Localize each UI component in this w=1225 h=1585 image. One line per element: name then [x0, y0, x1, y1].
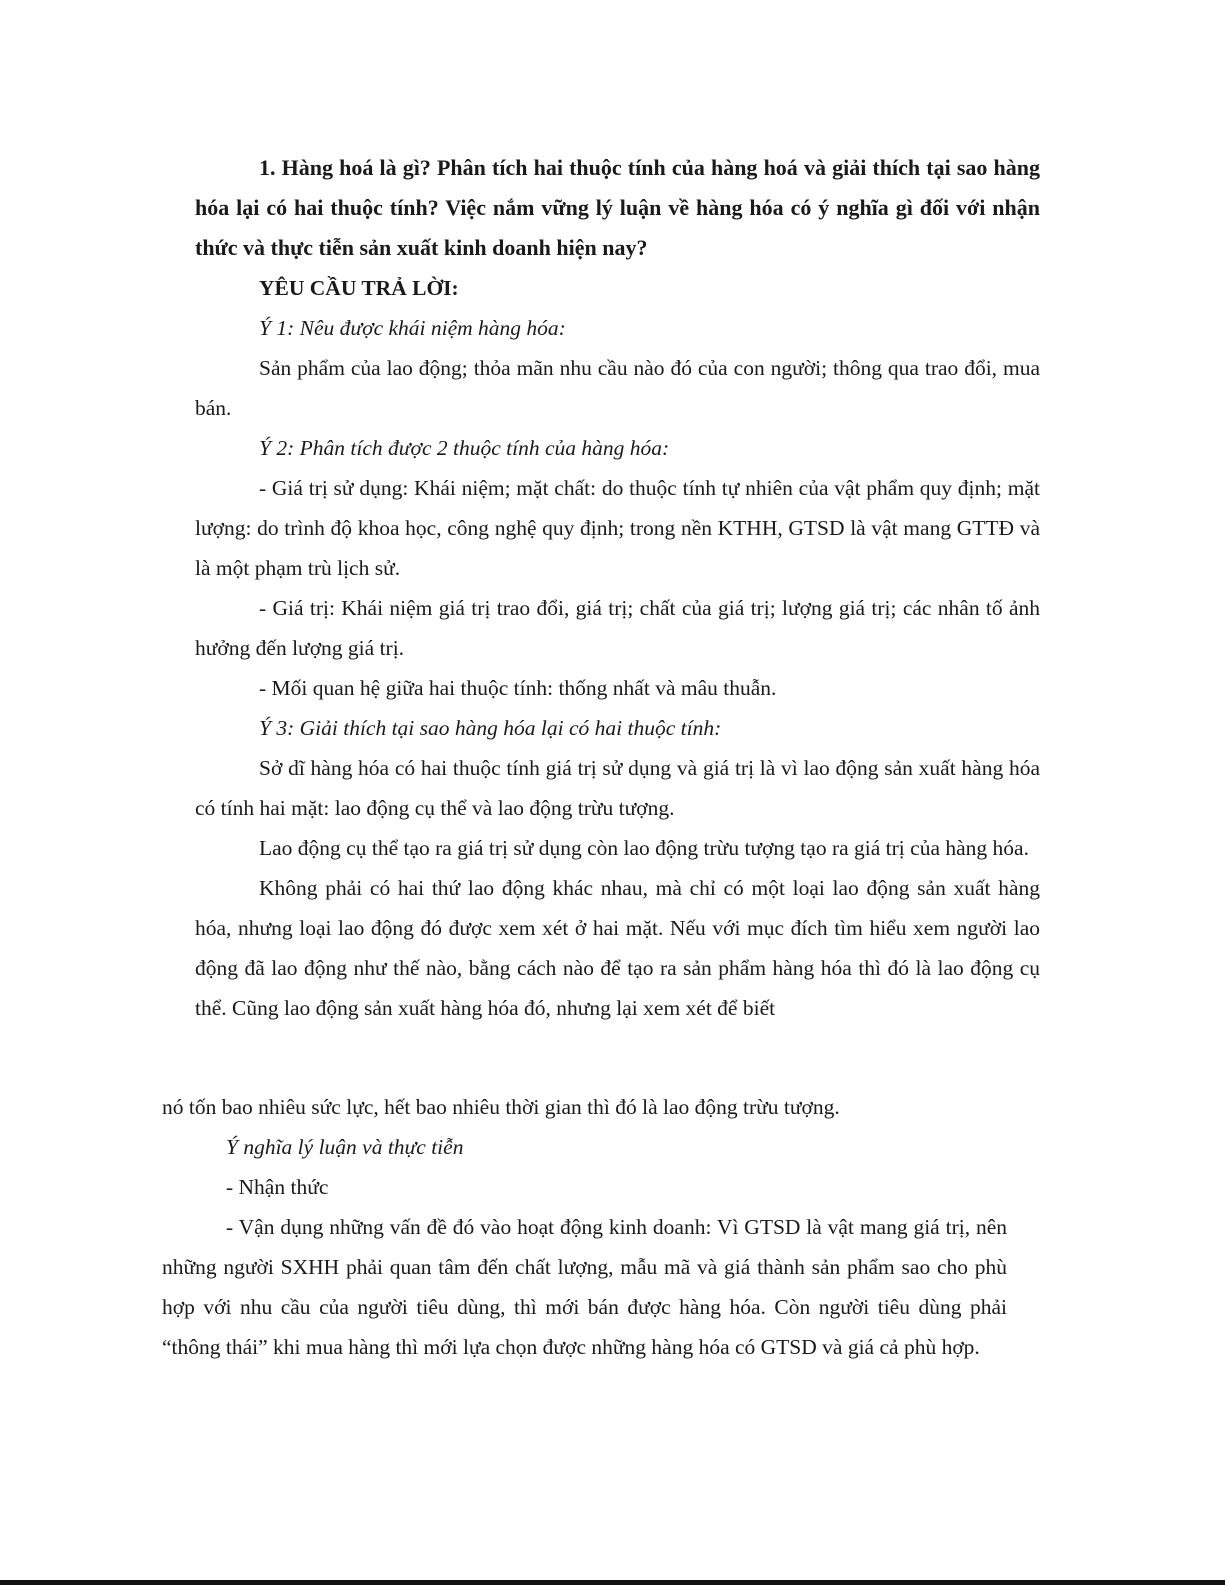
point-3-paragraph-3: Không phải có hai thứ lao động khác nhau, mà chỉ có một loại lao động sản xuất hàng hóa, nhưng loại lao động đó được xem xét ở hai mặt. Nếu với mục đích tìm hiểu xem người lao động đã lao động như thế nào, bằng cách nào để tạo ra sản phẩm hàng hóa thì đó là lao động cụ thể. Cũng lao động sản xuất hàng hóa đó, nhưng lại xem xét để biết: [195, 876, 1040, 1020]
point-1-heading: Ý 1: Nêu được khái niệm hàng hóa:: [259, 316, 566, 340]
point-3-heading: Ý 3: Giải thích tại sao hàng hóa lại có hai thuộc tính:: [259, 716, 722, 740]
document-body-upper: [195, 148, 1040, 1028]
point-3-paragraph-1: Sở dĩ hàng hóa có hai thuộc tính giá trị sử dụng và giá trị là vì lao động sản xuất hàng hóa có tính hai mặt: lao động cụ thể và lao động trừu tượng.: [195, 756, 1040, 820]
meaning-heading: Ý nghĩa lý luận và thực tiễn: [226, 1135, 464, 1159]
meaning-business: - Vận dụng những vấn đề đó vào hoạt động kinh doanh: Vì GTSD là vật mang giá trị, nên những người SXHH phải quan tâm đến chất lượng, mẫu mã và giá thành sản phẩm sao cho phù hợp với nhu cầu của người tiêu dùng, thì mới bán được hàng hóa. Còn người tiêu dùng phải “thông thái” khi mua hàng thì mới lựa chọn được những hàng hóa có GTSD và giá cả phù hợp.: [162, 1215, 1007, 1359]
point-3-paragraph-2: Lao động cụ thể tạo ra giá trị sử dụng còn lao động trừu tượng tạo ra giá trị của hàng hóa.: [259, 836, 1029, 860]
meaning-awareness: - Nhận thức: [226, 1175, 329, 1199]
value-paragraph: - Giá trị: Khái niệm giá trị trao đổi, giá trị; chất của giá trị; lượng giá trị; các nhân tố ảnh hưởng đến lượng giá trị.: [195, 596, 1040, 660]
point-3-paragraph-3-continued: nó tốn bao nhiêu sức lực, hết bao nhiêu thời gian thì đó là lao động trừu tượng.: [162, 1095, 840, 1119]
use-value-paragraph: - Giá trị sử dụng: Khái niệm; mặt chất: do thuộc tính tự nhiên của vật phẩm quy định; mặt lượng: do trình độ khoa học, công nghệ quy định; trong nền KTHH, GTSD là vật mang GTTĐ và là một phạm trù lịch sử.: [195, 476, 1040, 580]
page-bottom-edge: [0, 1580, 1225, 1585]
answer-heading: YÊU CẦU TRẢ LỜI:: [259, 276, 459, 300]
point-1-text: Sản phẩm của lao động; thỏa mãn nhu cầu nào đó của con người; thông qua trao đổi, mua bán.: [195, 356, 1040, 420]
relation-paragraph: - Mối quan hệ giữa hai thuộc tính: thống nhất và mâu thuẫn.: [259, 676, 777, 700]
point-2-heading: Ý 2: Phân tích được 2 thuộc tính của hàng hóa:: [259, 436, 670, 460]
question-text: 1. Hàng hoá là gì? Phân tích hai thuộc tính của hàng hoá và giải thích tại sao hàng hóa lại có hai thuộc tính? Việc nắm vững lý luận về hàng hóa có ý nghĩa gì đối với nhận thức và thực tiễn sản xuất kinh doanh hiện nay?: [195, 155, 1040, 260]
document-body-lower: [162, 1087, 1007, 1367]
